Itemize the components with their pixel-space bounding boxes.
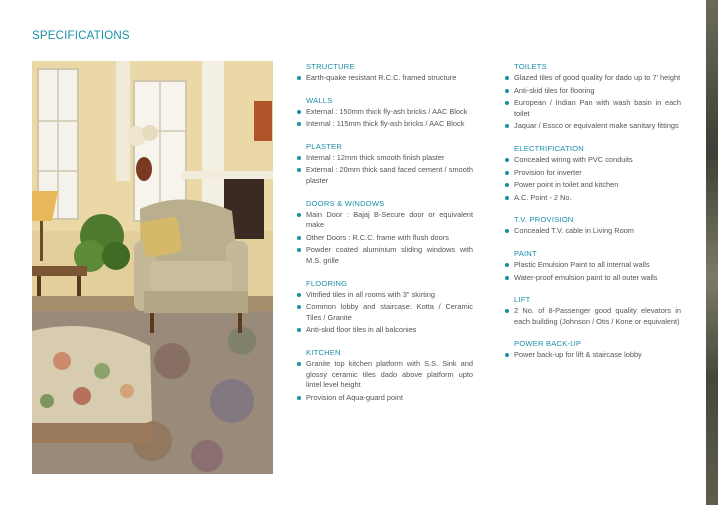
section-heading: FLOORING <box>306 278 348 288</box>
spec-item: Vitrified tiles in all rooms with 3" skirting <box>297 290 473 301</box>
spec-section <box>505 144 681 203</box>
bullet-icon <box>297 76 301 80</box>
bullet-icon <box>297 328 301 332</box>
spec-section <box>297 142 473 187</box>
spec-column-left <box>297 62 473 415</box>
bullet-icon <box>505 183 509 187</box>
bullet-icon <box>297 362 301 366</box>
spec-item: External : 150mm thick fly-ash bricks / AAC Block <box>297 107 473 118</box>
section-heading: PLASTER <box>306 141 343 151</box>
section-heading: STRUCTURE <box>306 62 355 71</box>
spec-item: Powder coated aluminium sliding windows with M.S. grille <box>297 245 473 266</box>
bullet-icon <box>297 110 301 114</box>
spec-item: External : 20mm thick sand faced cement / smooth plaster <box>297 165 473 186</box>
spec-item: Anti-skid floor tiles in all balconies <box>297 325 473 336</box>
bullet-icon <box>297 396 301 400</box>
bullet-icon <box>505 276 509 280</box>
spec-item: Glazed tiles of good quality for dado up to 7' height <box>505 73 681 84</box>
spec-item: Common lobby and staircase: Kotta / Ceramic Tiles / Granite <box>297 302 473 323</box>
bullet-icon <box>505 309 509 313</box>
spec-item: A.C. Point - 2 No. <box>505 193 681 204</box>
spec-item: Main Door : Bajaj B-Secure door or equivalent make <box>297 210 473 231</box>
bullet-icon <box>297 168 301 172</box>
section-heading: TOILETS <box>514 62 547 71</box>
spec-section <box>505 249 681 283</box>
bullet-icon <box>505 124 509 128</box>
adjacent-page-edge <box>706 0 718 505</box>
bullet-icon <box>505 196 509 200</box>
spec-item: Provision for inverter <box>505 168 681 179</box>
spec-item: Jaquar / Essco or equivalent make sanitary fittings <box>505 121 681 132</box>
living-room-photo <box>32 61 273 474</box>
bullet-icon <box>505 158 509 162</box>
spec-section <box>505 215 681 237</box>
bullet-icon <box>297 156 301 160</box>
spec-section <box>505 295 681 327</box>
section-heading: WALLS <box>306 95 333 105</box>
bullet-icon <box>297 248 301 252</box>
spec-item: Other Doors : R.C.C. frame with flush doors <box>297 233 473 244</box>
section-heading: DOORS & WINDOWS <box>306 198 385 208</box>
spec-item: Power point in toilet and kitchen <box>505 180 681 191</box>
spec-item: Water-proof emulsion paint to all outer walls <box>505 273 681 284</box>
spec-column-right <box>505 62 681 373</box>
spec-item: Plastic Emulsion Paint to all internal walls <box>505 260 681 271</box>
bullet-icon <box>505 89 509 93</box>
spec-item: Concealed T.V. cable in Living Room <box>505 226 681 237</box>
spec-item: Internal : 12mm thick smooth finish plaster <box>297 153 473 164</box>
spec-item: Concealed wiring with PVC conduits <box>505 155 681 166</box>
spec-section <box>297 348 473 403</box>
section-heading: POWER BACK-UP <box>514 339 582 349</box>
bullet-icon <box>505 353 509 357</box>
spec-section <box>297 279 473 336</box>
spec-item: European / Indian Pan with wash basin in each toilet <box>505 98 681 119</box>
spec-section <box>505 62 681 132</box>
spec-item: Earth-quake resistant R.C.C. framed structure <box>297 73 473 84</box>
section-heading: PAINT <box>514 248 537 258</box>
spec-item: Anti-skid tiles for flooring <box>505 86 681 97</box>
section-heading: LIFT <box>514 295 531 305</box>
bullet-icon <box>297 122 301 126</box>
spec-item: 2 No. of 8-Passenger good quality elevators in each building (Johnson / Otis / Kone or equivalent) <box>505 306 681 327</box>
bullet-icon <box>297 236 301 240</box>
spec-section <box>297 62 473 84</box>
bullet-icon <box>505 101 509 105</box>
spec-section <box>297 199 473 267</box>
bullet-icon <box>297 293 301 297</box>
section-heading: T.V. PROVISION <box>514 215 574 225</box>
spec-item: Power back-up for lift & staircase lobby <box>505 350 681 361</box>
bullet-icon <box>505 263 509 267</box>
bullet-icon <box>505 76 509 80</box>
spec-item: Provision of Aqua-guard point <box>297 393 473 404</box>
page-title: SPECIFICATIONS <box>32 30 130 42</box>
bullet-icon <box>297 305 301 309</box>
bullet-icon <box>297 213 301 217</box>
spec-section <box>297 96 473 130</box>
section-heading: KITCHEN <box>306 347 341 357</box>
living-room-illustration <box>32 61 273 474</box>
bullet-icon <box>505 171 509 175</box>
spec-section <box>505 339 681 361</box>
spec-item: Granite top kitchen platform with S.S. Sink and glossy ceramic tiles dado above platform upto lintel level height <box>297 359 473 391</box>
section-heading: ELECTRIFICATION <box>514 143 584 153</box>
spec-item: Internal : 115mm thick fly-ash bricks / AAC Block <box>297 119 473 130</box>
bullet-icon <box>505 229 509 233</box>
